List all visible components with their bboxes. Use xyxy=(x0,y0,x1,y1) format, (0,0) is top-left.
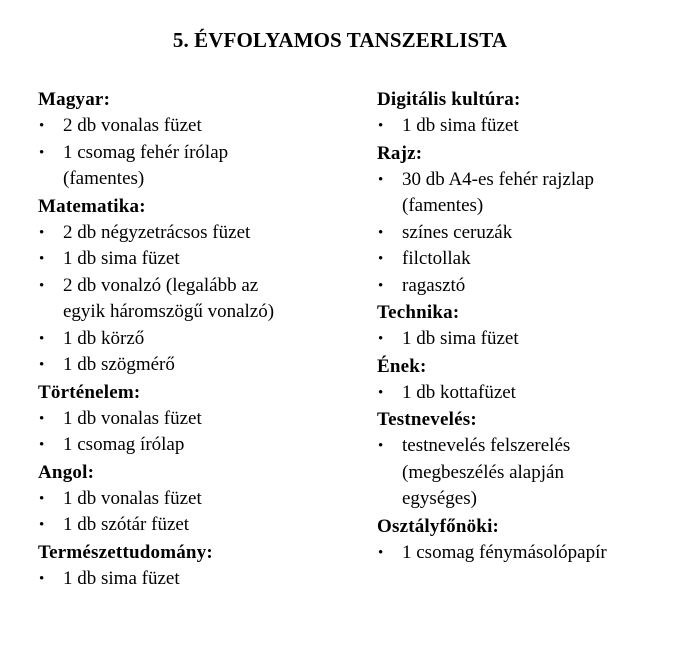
subject-section-rajz xyxy=(377,140,667,300)
subject-heading: Testnevelés: xyxy=(377,409,477,430)
list-item-text: 1 db kottafüzet xyxy=(402,381,516,403)
subject-section-angol xyxy=(38,459,338,539)
list-item xyxy=(377,273,667,300)
subject-heading: Magyar: xyxy=(38,89,111,110)
supply-list xyxy=(38,566,338,593)
list-item xyxy=(377,246,667,273)
subject-section-matematika xyxy=(38,193,338,379)
supply-list xyxy=(377,540,667,567)
list-item xyxy=(377,113,667,140)
subject-heading: Történelem: xyxy=(38,381,141,403)
bullet-icon: • xyxy=(39,251,45,267)
bullet-icon: • xyxy=(378,171,384,188)
list-item xyxy=(38,273,338,326)
list-item-text: 1 db sima füzet xyxy=(63,248,180,269)
bullet-icon: • xyxy=(378,224,384,241)
subject-section-magyar xyxy=(38,86,338,193)
supply-list xyxy=(38,220,338,379)
list-item xyxy=(377,380,667,407)
list-item-text: színes ceruzák xyxy=(402,221,513,243)
bullet-icon: • xyxy=(39,118,45,134)
list-item-text: 2 db négyzetrácsos füzet xyxy=(63,221,251,243)
bullet-icon: • xyxy=(39,144,45,161)
bullet-icon: • xyxy=(378,331,384,347)
list-item xyxy=(38,406,338,433)
right-column xyxy=(377,86,667,566)
list-item-text: testnevelés felszerelés xyxy=(402,435,571,456)
bullet-icon: • xyxy=(378,251,384,267)
list-item-text: 1 db sima füzet xyxy=(63,567,180,589)
bullet-icon: • xyxy=(378,544,384,561)
subject-section-osztalyfonoki xyxy=(377,513,667,567)
bullet-icon: • xyxy=(378,384,384,401)
list-item-text: 1 db szögmérő xyxy=(63,354,175,375)
list-item xyxy=(38,486,338,513)
list-item-text: 1 csomag fehér írólap xyxy=(63,141,229,163)
list-item-text: (famentes) xyxy=(402,195,484,216)
left-column xyxy=(38,86,338,592)
subject-section-tortenelem xyxy=(38,379,338,459)
list-item-text: 1 csomag írólap xyxy=(63,434,185,455)
list-item-text: 2 db vonalzó (legalább az xyxy=(63,274,259,296)
supply-list xyxy=(377,433,667,513)
list-item xyxy=(377,220,667,247)
bullet-icon: • xyxy=(39,490,45,507)
bullet-icon: • xyxy=(39,277,45,294)
supply-list xyxy=(377,380,667,407)
list-item-text: 30 db A4-es fehér rajzlap xyxy=(402,168,595,190)
list-item xyxy=(38,220,338,247)
list-item xyxy=(38,113,338,140)
bullet-icon: • xyxy=(39,437,45,453)
list-item xyxy=(38,246,338,273)
subject-heading: Rajz: xyxy=(377,142,423,164)
list-item-text: egyik háromszögű vonalzó) xyxy=(63,301,275,322)
bullet-icon: • xyxy=(378,277,384,294)
bullet-icon: • xyxy=(39,357,45,373)
list-item-text: 1 db vonalas füzet xyxy=(63,487,202,509)
subject-heading: Matematika: xyxy=(38,195,146,217)
supply-list xyxy=(38,406,338,459)
list-item-text: egységes) xyxy=(402,488,477,509)
bullet-icon: • xyxy=(39,410,45,427)
list-item xyxy=(38,432,338,459)
subject-heading: Angol: xyxy=(38,461,95,483)
list-item xyxy=(38,352,338,379)
bullet-icon: • xyxy=(378,118,384,134)
bullet-icon: • xyxy=(39,517,45,533)
list-item xyxy=(38,140,338,193)
subject-heading: Technika: xyxy=(377,302,460,323)
page-title: 5. ÉVFOLYAMOS TANSZERLISTA xyxy=(172,28,508,52)
subject-heading: Ének: xyxy=(377,355,427,377)
list-item-text: 1 db sima füzet xyxy=(402,115,519,136)
subject-heading: Osztályfőnöki: xyxy=(377,515,500,537)
list-item-text: 1 db sima füzet xyxy=(402,328,519,349)
list-item xyxy=(38,512,338,539)
subject-section-digitalis-kultura xyxy=(377,86,667,140)
list-item xyxy=(377,326,667,353)
list-item-text: 1 csomag fénymásolópapír xyxy=(402,541,607,563)
bullet-icon: • xyxy=(39,570,45,587)
supply-list xyxy=(377,326,667,353)
supply-list xyxy=(38,113,338,193)
subject-heading: Digitális kultúra: xyxy=(377,89,521,110)
bullet-icon: • xyxy=(378,438,384,454)
list-item xyxy=(377,433,667,513)
subject-section-termeszettudomany xyxy=(38,539,338,593)
subject-heading: Természettudomány: xyxy=(38,541,213,563)
list-item-text: (megbeszélés alapján xyxy=(402,461,564,483)
list-item xyxy=(377,540,667,567)
list-item-text: 1 db körző xyxy=(63,327,145,349)
list-item-text: (famentes) xyxy=(63,168,145,189)
bullet-icon: • xyxy=(39,330,45,347)
supply-list xyxy=(377,113,667,140)
list-item xyxy=(38,326,338,353)
subject-section-enek xyxy=(377,353,667,407)
supply-list xyxy=(377,167,667,300)
list-item-text: 1 db vonalas füzet xyxy=(63,407,202,429)
subject-section-testneveles xyxy=(377,406,667,513)
list-item-text: 2 db vonalas füzet xyxy=(63,115,202,136)
list-item xyxy=(38,566,338,593)
supply-list xyxy=(38,486,338,539)
list-item-text: filctollak xyxy=(402,248,471,269)
list-item xyxy=(377,167,667,220)
list-item-text: 1 db szótár füzet xyxy=(63,514,190,535)
list-item-text: ragasztó xyxy=(402,274,466,296)
bullet-icon: • xyxy=(39,224,45,241)
subject-section-technika xyxy=(377,299,667,353)
